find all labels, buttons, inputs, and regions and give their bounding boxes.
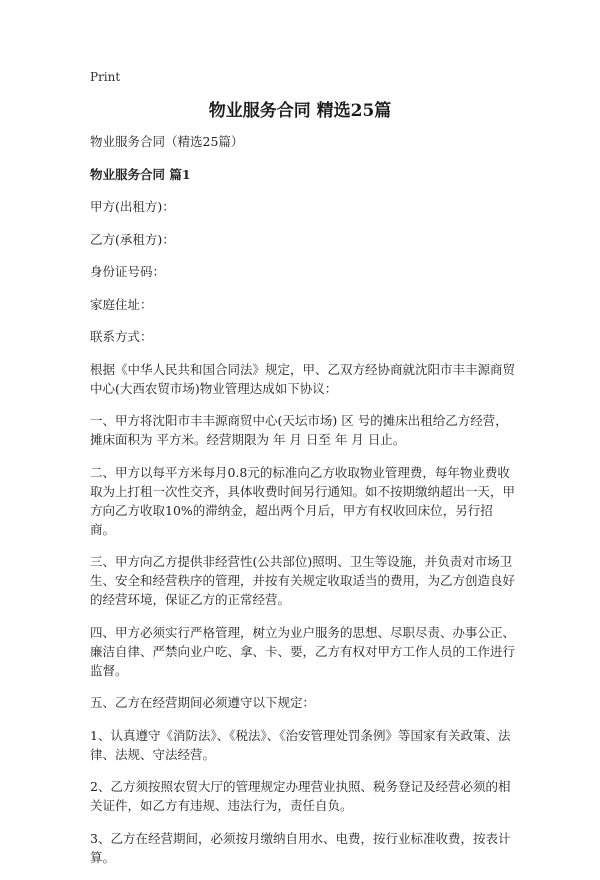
paragraph-rule-1: 1、认真遵守《消防法》、《税法》、《治安管理处罚条例》等国家有关政策、法律、法规、守法经营。 [90, 727, 511, 762]
paragraph-rule-2: 2、乙方须按照农贸大厅的管理规定办理营业执照、税务登记及经营必须的相关证件，如乙方有违规、违法行为，责任自负。 [90, 779, 511, 813]
document-subtitle: 物业服务合同（精选25篇） [90, 134, 244, 149]
paragraph-rule-3: 3、乙方在经营期间，必须按月缴纳自用水、电费，按行业标准收费，按表计算。 [90, 830, 511, 865]
paragraph-clause-4: 四、甲方必须实行严格管理，树立为业户服务的思想、尽职尽责、办事公正、廉洁自律、严禁向业户吃、拿、卡、要，乙方有权对甲方工作人员的工作进行监督。 [90, 624, 516, 678]
paragraph-clause-2: 二、甲方以每平方米每月0.8元的标准向乙方收取物业管理费，每年物业费收取为上打租一次性交齐，具体收费时间另行通知。如不按期缴纳超出一天，甲方向乙方收取10%的滞纳金，超出两个月后，甲方有权收回床位，另行招商。 [90, 464, 516, 537]
print-link[interactable]: Print [90, 70, 121, 84]
paragraph-intro: 根据《中华人民共和国合同法》规定，甲、乙双方经协商就沈阳市丰丰源商贸中心(大西农贸市场)物业管理达成如下协议： [90, 361, 516, 396]
field-contact: 联系方式： [90, 329, 153, 344]
field-lessee: 乙方(承租方)： [90, 231, 175, 247]
field-home-address: 家庭住址： [90, 296, 153, 312]
field-id-number: 身份证号码： [90, 264, 166, 279]
section-title: 物业服务合同 篇1 [90, 166, 191, 182]
paragraph-clause-3: 三、甲方向乙方提供非经营性(公共部位)照明、卫生等设施，并负责对市场卫生、安全和经营秩序的管理，并按有关规定收取适当的费用，为乙方创造良好的经营环境，保证乙方的正常经营。 [90, 554, 516, 607]
document-title: 物业服务合同 精选25篇 [208, 101, 392, 121]
paragraph-clause-5: 五、乙方在经营期间必须遵守以下规定： [90, 695, 316, 710]
paragraph-clause-1: 一、甲方将沈阳市丰丰源商贸中心(天坛市场) 区 号的摊床出租给乙方经营，摊床面积为 平方米。经营期限为 年 月 日至 年 月 日止。 [90, 413, 508, 447]
document-body [90, 132, 515, 880]
field-lessor: 甲方(出租方)： [90, 199, 175, 214]
